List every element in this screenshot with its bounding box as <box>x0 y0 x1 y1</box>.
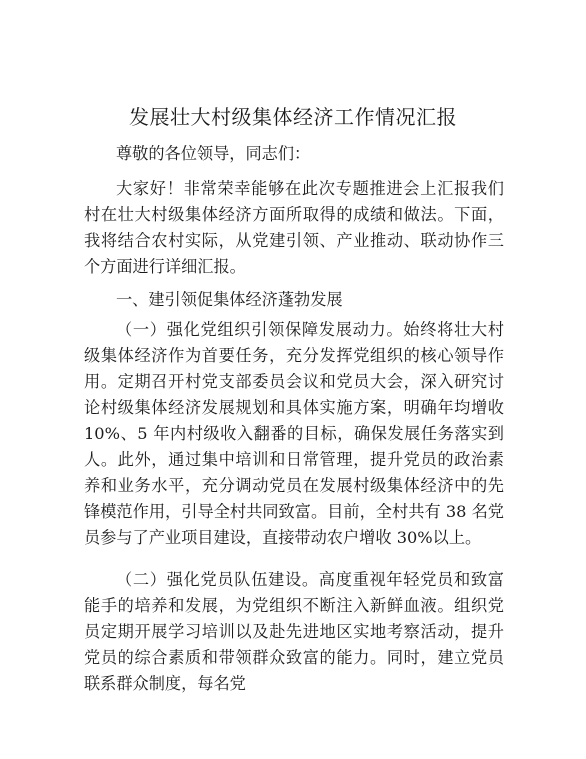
paragraph-intro: 大家好！非常荣幸能够在此次专题推进会上汇报我们村在壮大村级集体经济方面所取得的成绩和做法。下面，我将结合农村实际，从党建引领、产业推动、联动协作三个方面进行详细汇报。 <box>84 179 504 276</box>
paragraph-party-team-building: （二）强化党员队伍建设。高度重视年轻党员和致富能手的培养和发展，为党组织不断注入新鲜血液。组织党员定期开展学习培训以及赴先进地区实地考察活动，提升党员的综合素质和带领群众致富的能力。同时，建立党员联系群众制度，每名党 <box>84 570 504 693</box>
paragraph-party-leadership: （一）强化党组织引领保障发展动力。始终将壮大村级集体经济作为首要任务，充分发挥党组织的核心领导作用。定期召开村党支部委员会议和党员大会，深入研究讨论村级集体经济发展规划和具体实施方案，明确年均增收 10%、5 年内村级收入翻番的目标，确保发展任务落实到人。此外，通过集中培训和日常管理，提升党员的政治素养和业务水平，充分调动党员在发展村级集体经济中的先锋模范作用，引导全村共同致富。目前，全村共有 38 名党员参与了产业项目建设，直接带动农户增收 30%以上。 <box>84 320 504 547</box>
section-heading-1: 一、建引领促集体经济蓬勃发展 <box>116 290 343 309</box>
salutation: 尊敬的各位领导，同志们： <box>116 144 311 163</box>
document-title: 发展壮大村级集体经济工作情况汇报 <box>129 105 457 129</box>
